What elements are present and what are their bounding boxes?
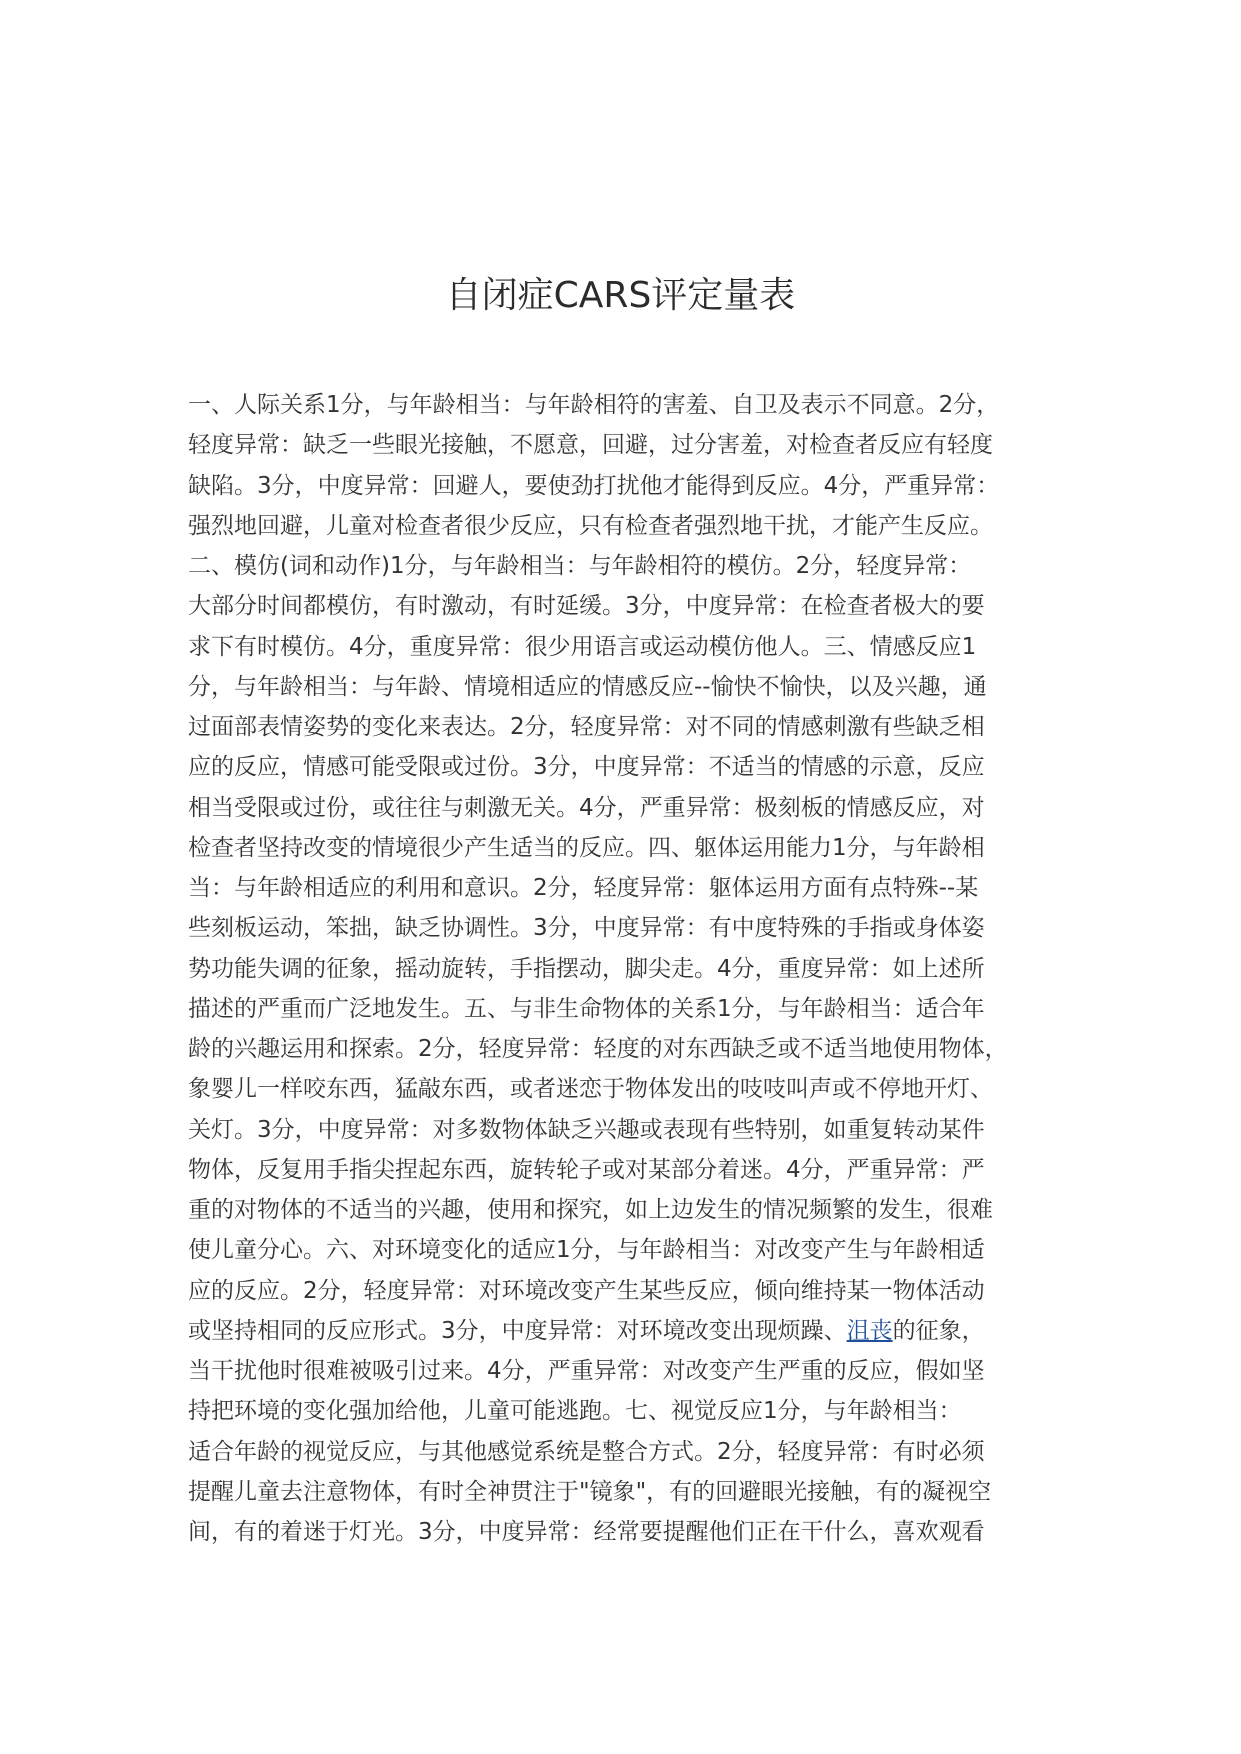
text-line: 过面部表情姿势的变化来表达。2分，轻度异常：对不同的情感刺激有些缺乏相 — [188, 714, 985, 740]
text-line: 些刻板运动，笨拙，缺乏协调性。3分，中度异常：有中度特殊的手指或身体姿 — [188, 915, 985, 942]
text-line: 当：与年龄相适应的利用和意识。2分，轻度异常：躯体运用方面有点特殊--某 — [188, 875, 979, 901]
text-line: 检查者坚持改变的情境很少产生适当的反应。四、躯体运用能力1分，与年龄相 — [188, 834, 985, 861]
text-line: 分，与年龄相当：与年龄、情境相适应的情感反应--愉快不愉快，以及兴趣，通 — [188, 673, 987, 700]
text-line: 物体，反复用手指尖捏起东西，旋转轮子或对某部分着迷。4分，严重异常：严 — [188, 1156, 985, 1183]
text-line-tail: 的征象， — [892, 1317, 985, 1344]
text-line: 象婴儿一样咬东西，猛敲东西，或者迷恋于物体发出的吱吱叫声或不停地开灯、 — [188, 1076, 993, 1103]
text-line: 势功能失调的征象，摇动旋转，手指摆动，脚尖走。4分，重度异常：如上述所 — [188, 955, 985, 982]
glossary-link[interactable]: 沮丧 — [846, 1317, 893, 1344]
text-line: 相当受限或过份，或往往与刺激无关。4分，严重异常：极刻板的情感反应，对 — [188, 794, 985, 821]
text-line-head: 或坚持相同的反应形式。3分，中度异常：对环境改变出现烦躁、 — [188, 1317, 847, 1344]
text-line: 一、人际关系1分，与年龄相当：与年龄相符的害羞、自卫及表示不同意。2分， — [188, 392, 1000, 418]
text-line: 二、模仿(词和动作)1分，与年龄相当：与年龄相符的模仿。2分，轻度异常： — [188, 553, 972, 579]
text-line: 关灯。3分，中度异常：对多数物体缺乏兴趣或表现有些特别，如重复转动某件 — [188, 1116, 985, 1143]
text-line: 应的反应，情感可能受限或过份。3分，中度异常：不适当的情感的示意，反应 — [188, 754, 985, 781]
text-line: 持把环境的变化强加给他，儿童可能逃跑。七、视觉反应1分，与年龄相当： — [188, 1398, 962, 1425]
text-line: 应的反应。2分，轻度异常：对环境改变产生某些反应，倾向维持某一物体活动 — [188, 1277, 985, 1304]
text-line: 提醒儿童去注意物体，有时全神贯注于"镜象"，有的回避眼光接触，有的凝视空 — [188, 1478, 992, 1505]
text-line: 使儿童分心。六、对环境变化的适应1分，与年龄相当：对改变产生与年龄相适 — [188, 1237, 985, 1264]
text-line: 重的对物体的不适当的兴趣，使用和探究，如上边发生的情况频繁的发生，很难 — [188, 1197, 993, 1223]
text-line: 适合年龄的视觉反应，与其他感觉系统是整合方式。2分，轻度异常：有时必须 — [188, 1438, 985, 1465]
text-line: 求下有时模仿。4分，重度异常：很少用语言或运动模仿他人。三、情感反应1 — [188, 633, 977, 660]
text-line: 龄的兴趣运用和探索。2分，轻度异常：轻度的对东西缺乏或不适当地使用物体， — [188, 1036, 1008, 1062]
text-line: 强烈地回避，儿童对检查者很少反应，只有检查者强烈地干扰，才能产生反应。 — [188, 512, 993, 539]
text-line: 描述的严重而广泛地发生。五、与非生命物体的关系1分，与年龄相当：适合年 — [188, 995, 985, 1022]
text-line: 间，有的着迷于灯光。3分，中度异常：经常要提醒他们正在干什么，喜欢观看 — [188, 1519, 985, 1545]
document-body — [188, 385, 1068, 1552]
text-line-with-link — [188, 1311, 1068, 1351]
text-line: 大部分时间都模仿，有时激动，有时延缓。3分，中度异常：在检查者极大的要 — [188, 593, 985, 620]
text-line: 轻度异常：缺乏一些眼光接触，不愿意，回避，过分害羞，对检查者反应有轻度 — [188, 432, 993, 459]
text-line: 缺陷。3分，中度异常：回避人，要使劲打扰他才能得到反应。4分，严重异常： — [188, 472, 1000, 499]
document-title: 自闭症CARS评定量表 — [445, 275, 796, 316]
text-line: 当干扰他时很难被吸引过来。4分，严重异常：对改变产生严重的反应，假如坚 — [188, 1358, 985, 1384]
